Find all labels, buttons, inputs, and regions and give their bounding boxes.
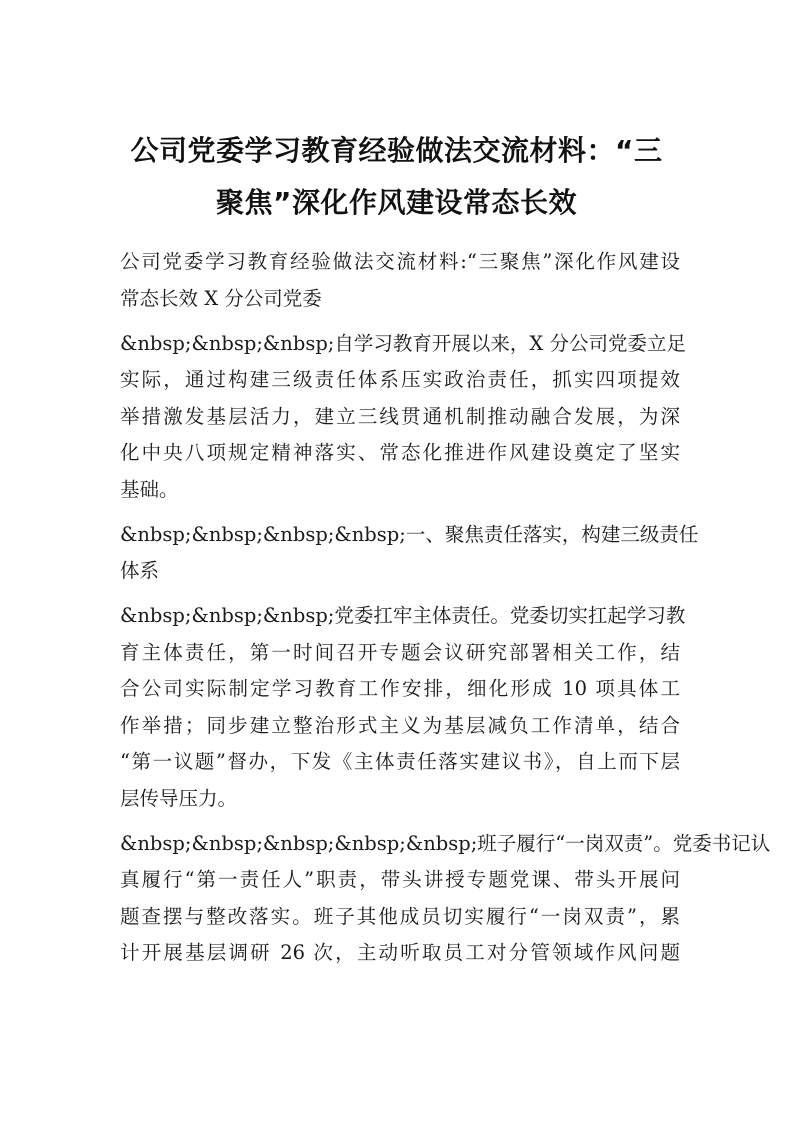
- text-line: &nbsp;&nbsp;&nbsp;党委扛牢主体责任。党委切实扛起学习教: [120, 604, 686, 627]
- text-line: 层传导压力。: [120, 786, 238, 810]
- text-line: 基础。: [120, 477, 179, 501]
- document-title: [100, 125, 693, 229]
- text-line: 计开展基层调研 26 次，主动听取员工对分管领域作风问题: [120, 941, 680, 964]
- text-line: 合公司实际制定学习教育工作安排，细化形成 10 项具体工: [120, 677, 680, 700]
- text-line: &nbsp;&nbsp;&nbsp;&nbsp;&nbsp;班子履行“一岗双责”。党委书记认: [120, 831, 771, 855]
- text-line: 化中央八项规定精神落实、常态化推进作风建设奠定了坚实: [120, 441, 680, 464]
- text-line: 体系: [120, 559, 160, 582]
- paragraph-leadership: [120, 826, 771, 972]
- text-line: &nbsp;&nbsp;&nbsp;自学习教育开展以来，X 分公司党委立足: [120, 331, 686, 355]
- paragraph-heading-info: [120, 244, 680, 317]
- text-line: 常态长效 X 分公司党委: [120, 286, 322, 310]
- document-body: [120, 244, 771, 980]
- text-line: 作举措；同步建立整治形式主义为基层减负工作清单，结合: [120, 713, 680, 737]
- paragraph-intro: [120, 326, 686, 509]
- section-heading-1: [120, 517, 699, 590]
- text-line: 真履行“第一责任人”职责，带头讲授专题党课、带头开展问: [120, 868, 680, 891]
- text-line: &nbsp;&nbsp;&nbsp;&nbsp;一、聚焦责任落实，构建三级责任: [120, 522, 699, 546]
- title-line: 聚焦”深化作风建设常态长效: [216, 186, 577, 219]
- title-line: 公司党委学习教育经验做法交流材料：“三: [130, 134, 663, 167]
- paragraph-party-committee: [120, 598, 686, 817]
- text-line: “第一议题”督办，下发《主体责任落实建议书》，自上而下层: [120, 750, 680, 773]
- text-line: 公司党委学习教育经验做法交流材料:“三聚焦”深化作风建设: [120, 250, 680, 273]
- text-line: 题查摆与整改落实。班子其他成员切实履行“一岗双责”，累: [120, 904, 680, 928]
- text-line: 举措激发基层活力，建立三线贯通机制推动融合发展，为深: [120, 404, 680, 428]
- text-line: 育主体责任，第一时间召开专题会议研究部署相关工作，结: [120, 640, 680, 664]
- text-line: 实际，通过构建三级责任体系压实政治责任，抓实四项提效: [120, 368, 680, 391]
